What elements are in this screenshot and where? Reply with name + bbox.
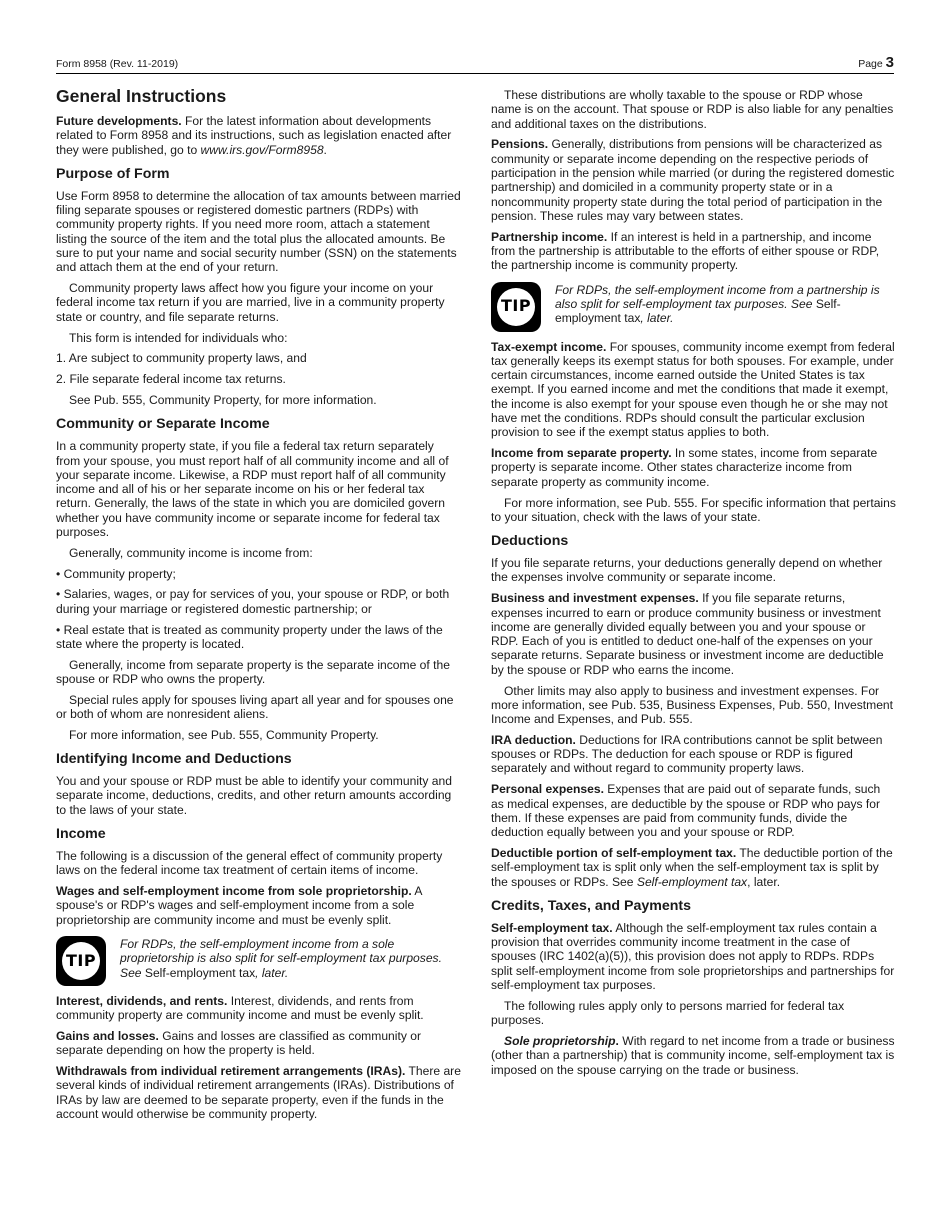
page-number [858,54,894,71]
community-p3: Generally, income from separate property is the separate income of the spouse or RDP who owns the property. [56,657,450,686]
future-text: For the latest information about developments related to Form 8958 and its instructions, such as legislation enacted after they were published, go to [56,114,452,157]
purpose-p4: See Pub. 555, Community Property, for more information. [69,392,377,407]
community-bullet-2: • Salaries, wages, or pay for services of you, your spouse or RDP, or both during your marriage or registered domestic partnership; or [56,587,450,616]
sole-lead: Sole proprietorship [504,1033,616,1048]
right-column [491,88,896,1083]
header-rule [56,73,894,74]
purpose-p3: This form is intended for individuals who: [69,330,288,345]
taxexempt-lead: Tax-exempt income. [491,339,607,354]
tip-text-c: , later. [255,965,289,980]
community-p4: Special rules apply for spouses living apart all year and for spouses one or both of whom are nonresident aliens. [56,692,454,721]
other-limits-paragraph: Other limits may also apply to business and investment expenses. For more information, see Pub. 535, Business Expenses, Pub. 550, Investment Income and Expenses, and Pub. 555. [491,683,894,727]
gains-text: Gains and losses are classified as community or separate depending on how the property is held. [56,1029,421,1058]
pensions-lead: Pensions. [491,137,549,152]
page-label: Page [858,58,883,70]
community-heading: Community or Separate Income [56,416,270,433]
distributions-paragraph: These distributions are wholly taxable to the spouse or RDP whose name is on the account. That spouse or RDP is also liable for any penalties and additional taxes on the distributions. [491,88,894,131]
future-lead: Future developments. [56,114,182,128]
identify-heading: Identifying Income and Deductions [56,751,292,768]
tip-text [120,936,461,980]
community-p5: For more information, see Pub. 555, Community Property. [69,727,379,742]
ira-deduction-text: Deductions for IRA contributions cannot be split between spouses or RDPs. The deduction for each spouse or RDP is figured separately and without regard to community property laws. [491,732,883,776]
personal-expenses-paragraph [491,782,896,839]
rules-paragraph: The following rules apply only to persons married for federal tax purposes. [491,998,845,1028]
interest-paragraph [56,994,461,1023]
deductions-p1: If you file separate returns, your deductions generally depend on whether the expenses involve community or separate income. [491,556,883,585]
income-p1: The following is a discussion of the general effect of community property laws on the federal income tax treatment of certain items of income. [56,848,443,878]
section-title: General Instructions [56,86,227,106]
wages-text: A spouse's or RDP's wages and self-employment income from a sole proprietorship are community income and must be evenly split. [56,884,422,927]
wages-lead: Wages and self-employment income from sole proprietorship. [56,884,412,899]
tip-label: TIP [500,296,532,316]
left-column [56,86,461,1128]
tip-box-partnership [491,282,896,332]
gains-lead: Gains and losses. [56,1029,159,1044]
community-bullet-1: • Community property; [56,566,176,581]
tip-icon [491,282,541,332]
future-developments [56,114,461,157]
ira-deduction-paragraph [491,733,896,776]
deductible-italic: Self-employment tax [636,874,748,889]
wages-paragraph [56,884,461,927]
community-p1: In a community property state, if you file a federal tax return separately from your spouse, you must report half of all community income and all of your separate income. Likewise, a RDP must report half of all community income and all of his or her separate income on his or her federal tax return. Generally, the laws of the state in which you are domiciled govern whether you have community income or separate income for federal tax purposes. [56,439,449,540]
taxexempt-paragraph [491,340,896,440]
ira-lead: Withdrawals from individual retirement arrangements (IRAs). [56,1064,406,1079]
future-end: . [323,142,327,157]
purpose-list-2: 2. File separate federal income tax returns. [56,372,286,387]
tip-text-b: Self-employment tax [144,965,256,980]
se-tax-paragraph [491,921,896,992]
tip-text-a: For RDPs, the self-employment income from a partnership is also split for self-employment tax purposes. See [555,282,880,311]
se-tax-lead: Self-employment tax. [491,920,613,935]
deductions-heading: Deductions [491,533,569,550]
separate-text: In some states, income from separate property is separate income. Other states characterize income from separate property as community income. [491,446,878,489]
partnership-lead: Partnership income. [491,229,608,244]
purpose-p1: Use Form 8958 to determine the allocation of tax amounts between married filing separate spouses or registered domestic partners (RDPs) with community property rights. If you need more room, attach a statement listing the source of the item and the total plus the allocated amounts. Be sure to put your name and social security number (SSN) on the statements and attach them at the end of your return. [56,188,461,275]
se-tax-text: Although the self-employment tax rules contain a provision that overrides community income treatment in the case of spouses (IRC 1402(a)(5)), this provision does not apply to RDPs. RDPs split self-employment income from sole proprietorships and partnerships for self-employment tax purposes. [491,920,895,993]
tip-box-sole-proprietorship [56,936,461,986]
community-p2: Generally, community income is income from: [69,545,313,560]
ira-paragraph [56,1064,461,1121]
identify-p1: You and your spouse or RDP must be able to identify your community and separate income, deductions, credits, and other return amounts according to the laws of your state. [56,774,452,817]
tip-text-a: For RDPs, the self-employment income from a sole proprietorship is also split for self-employment tax purposes. See [120,936,442,980]
business-text: If you file separate returns, expenses incurred to earn or produce community business or investment income are generally divided equally between you and your spouse or RDP. Each of you is entitled to deduct one-half of the expenses on your separate returns. Separate business or investment income are deductible by the spouse or RDP who earns the income. [491,591,884,677]
income-heading: Income [56,825,106,842]
tip-text [555,282,896,326]
taxexempt-text: For spouses, community income exempt from federal tax generally keeps its exempt status for both spouses. For example, under certain circumstances, income earned outside the United States is tax exempt. If you earned income and met the conditions that made it exempt, the income is also exempt for your spouse even though he or she may not have met the conditions. RDPs should consult the particular exclusion provision to see if the exempt status applies to both. [491,339,895,440]
separate-lead: Income from separate property. [491,446,672,461]
tip-text-b: Self-employment tax [555,296,841,326]
ira-text: There are several kinds of individual retirement arrangements (IRAs). Distributions of IRAs by law are deemed to be separate property, even if the funds in the account would otherwise be community property. [56,1064,461,1122]
sole-text: With regard to net income from a trade or business (other than a partnership) that is community income, self-employment tax is imposed on the spouse carrying on the trade or business. [491,1033,895,1077]
business-lead: Business and investment expenses. [491,591,699,606]
sole-dot: . [615,1033,619,1048]
deductible-text: The deductible portion of the self-employment tax is split only when the self-employment tax is split by the spouses or RDPs. See [491,845,893,889]
more-info-paragraph: For more information, see Pub. 555. For specific information that pertains to your situation, check with the laws of your state. [491,495,896,524]
separate-property-paragraph [491,446,896,489]
form-revision: Form 8958 (Rev. 11-2019) [56,58,179,70]
partnership-text: If an interest is held in a partnership, and income from the partnership is attributable to the efforts of either spouse or RDP, the partnership income is community property. [491,229,880,273]
deductible-lead: Deductible portion of self-employment tax. [491,845,737,860]
irs-link[interactable]: www.irs.gov/Form8958 [200,142,324,157]
business-paragraph [491,591,896,677]
page-number-value: 3 [885,54,894,71]
deductible-end: , later. [747,874,781,889]
tip-text-c: , later. [640,311,674,326]
pensions-text: Generally, distributions from pensions will be characterized as community or separate income depending on the respective periods of participation in the pension while married (or during the registered domestic partnership) and domiciled in a community property state or in a noncommunity property state during the total period of participation in the pension. These rules may vary between states. [491,137,895,223]
personal-text: Expenses that are paid out of separate funds, such as medical expenses, are deductible by the spouse or RDP who pays for them. If these expenses are paid from community funds, divide the deduction equally between you and your spouse or RDP. [491,782,881,840]
ira-deduction-lead: IRA deduction. [491,732,576,747]
pensions-paragraph [491,137,896,223]
purpose-list-1: 1. Are subject to community property laws, and [56,351,307,366]
deductible-portion-paragraph [491,846,896,889]
gains-paragraph [56,1029,461,1058]
tip-icon [56,936,106,986]
personal-lead: Personal expenses. [491,782,604,797]
credits-heading: Credits, Taxes, and Payments [491,897,692,914]
purpose-heading: Purpose of Form [56,165,170,182]
sole-proprietorship-paragraph [491,1034,896,1077]
purpose-p2: Community property laws affect how you figure your income on your federal income tax return if you are married, live in a community property state or country, and file separate returns. [56,281,445,324]
interest-text: Interest, dividends, and rents from community property are community income and must be evenly split. [56,993,424,1023]
tip-label: TIP [65,950,97,970]
partnership-paragraph [491,230,896,273]
community-bullet-3: • Real estate that is treated as community property under the laws of the state where the property is located. [56,622,443,651]
interest-lead: Interest, dividends, and rents. [56,993,228,1008]
